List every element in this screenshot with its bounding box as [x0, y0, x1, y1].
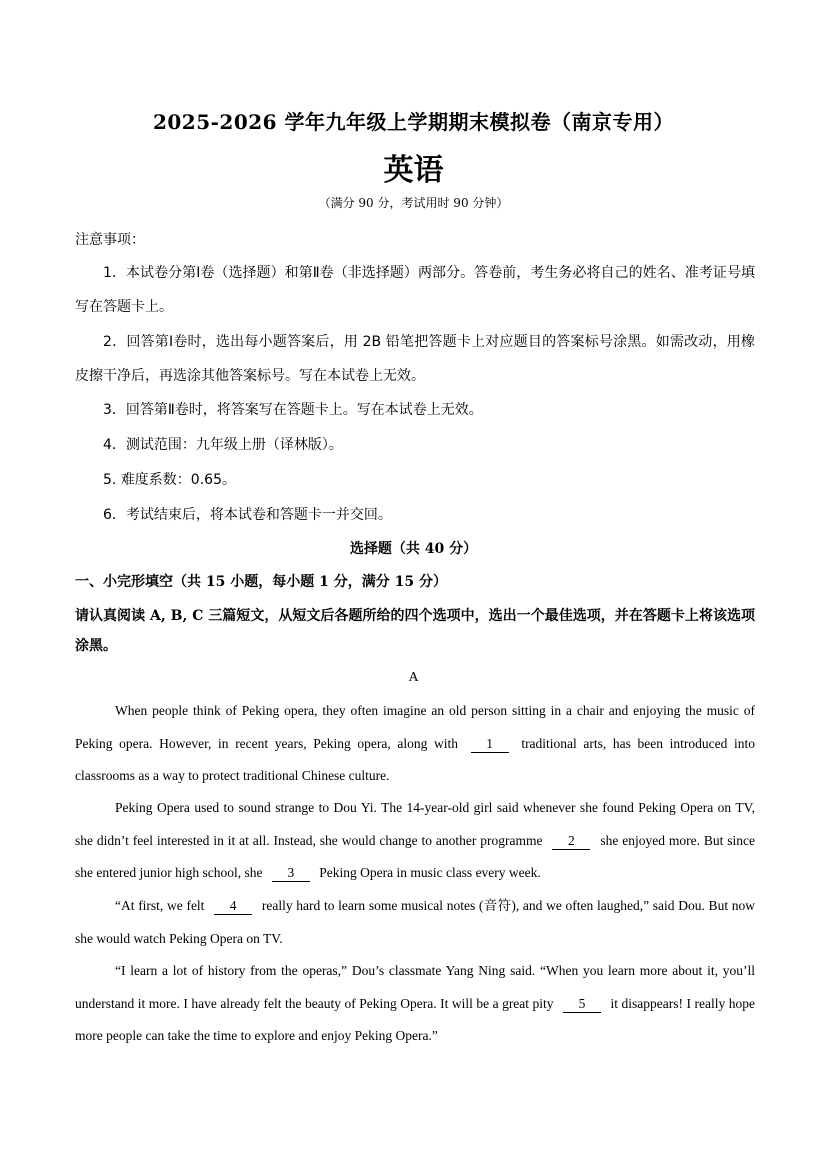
- notice-item-2: 2．回答第Ⅰ卷时，选出每小题答案后，用 2B 铅笔把答题卡上对应题目的答案标号涂黑。如需改动，用橡皮擦干净后，再选涂其他答案标号。写在本试卷上无效。: [75, 334, 755, 384]
- passage-paragraph-1: [75, 695, 755, 793]
- blank-2: 2: [552, 833, 590, 850]
- notice-item-1: 1．本试卷分第Ⅰ卷（选择题）和第Ⅱ卷（非选择题）两部分。答卷前，考生务必将自己的姓名、准考证号填写在答题卡上。: [75, 265, 755, 315]
- paragraph-text: she enjoyed more. But since she entered junior high school, she: [75, 832, 756, 880]
- notice-item-3: 3．回答第Ⅱ卷时，将答案写在答题卡上。写在本试卷上无效。: [103, 402, 483, 418]
- paragraph-text: Peking Opera used to sound strange to Dou Yi. The 14-year-old girl said whenever she found Peking Opera on TV, she didn’t feel interested in it at all. Instead, she would change to another programme: [75, 800, 755, 848]
- notice-item-5: 5. 难度系数：0.65。: [103, 472, 236, 488]
- subject-title: 英语: [383, 153, 444, 188]
- paragraph-text: “At first, we felt: [115, 898, 205, 913]
- paragraph-text: really hard to learn some musical notes (音符), and we often laughed,” said Dou. But now she would watch Peking Opera on TV.: [75, 898, 756, 946]
- part-title: 一、小完形填空（共 15 小题，每小题 1 分，满分 15 分）: [75, 574, 447, 590]
- section-title: 选择题（共 40 分）: [349, 541, 478, 557]
- paragraph-text: Peking Opera in music class every week.: [319, 865, 541, 880]
- notice-heading: 注意事项：: [75, 232, 145, 248]
- passage-label: A: [408, 670, 419, 685]
- exam-title: 2025-2026 学年九年级上学期期末模拟卷（南京专用）: [152, 110, 675, 134]
- passage-paragraph-2: [75, 792, 755, 890]
- passage-paragraph-4: [75, 955, 755, 1053]
- blank-5: 5: [563, 996, 601, 1013]
- blank-1: 1: [471, 736, 509, 753]
- blank-3: 3: [272, 865, 310, 882]
- blank-4: 4: [214, 898, 252, 915]
- paragraph-text: When people think of Peking opera, they often imagine an old person sitting in a chair and enjoying the music of Peking opera. However, in recent years, Peking opera, along with: [75, 703, 755, 751]
- instruction-text: 请认真阅读 A, B, C 三篇短文，从短文后各题所给的四个选项中，选出一个最佳选项，并在答题卡上将该选项涂黑。: [75, 608, 755, 654]
- notice-item-6: 6．考试结束后，将本试卷和答题卡一并交回。: [103, 507, 392, 523]
- notice-item-4: 4．测试范围：九年级上册（译林版）。: [103, 437, 343, 453]
- paragraph-text: it disappears! I really hope more people can take the time to explore and enjoy Peking Opera.”: [75, 995, 755, 1043]
- paragraph-text: traditional arts, has been introduced into classrooms as a way to protect traditional Chinese culture.: [75, 735, 756, 783]
- score-note: （满分 90 分，考试用时 90 分钟）: [318, 196, 509, 210]
- passage-paragraph-3: [75, 890, 755, 955]
- paragraph-text: “I learn a lot of history from the operas,” Dou’s classmate Yang Ning said. “When you learn more about it, you’ll understand it more. I have already felt the beauty of Peking Opera. It will be a great pity: [75, 963, 755, 1011]
